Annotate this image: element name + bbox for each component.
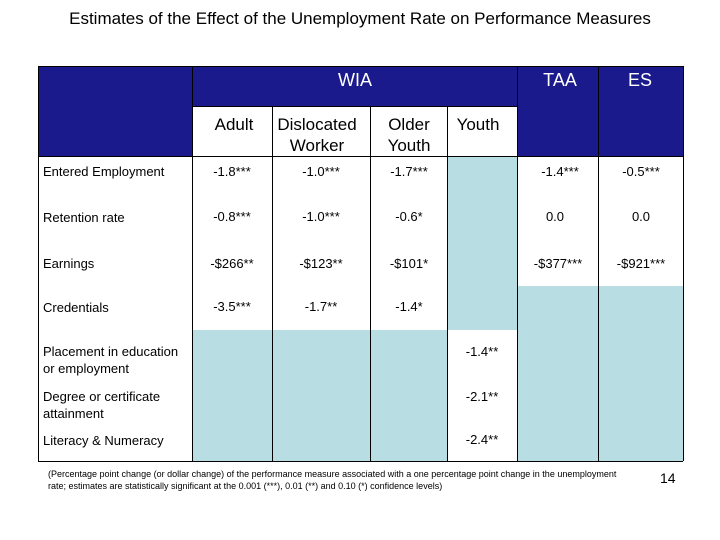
- taa-header: TAA: [543, 70, 577, 90]
- row-label-entered-employment: Entered Employment: [43, 164, 165, 179]
- col-header-adult: Adult: [214, 115, 254, 134]
- row-label-earnings: Earnings: [43, 256, 95, 271]
- col-header-youth: Youth: [456, 115, 500, 134]
- value-cell: -1.0***: [302, 164, 340, 179]
- value-cell: -1.7**: [304, 299, 338, 314]
- value-cell: -1.4*: [395, 299, 423, 314]
- wia-header: WIA: [338, 70, 372, 90]
- table-border-bottom: [38, 461, 683, 462]
- youth-empty-cells: [447, 156, 517, 330]
- taa-empty-credentials: [517, 286, 683, 330]
- value-cell: -$123**: [299, 256, 343, 271]
- row-label-literacy: Literacy & Numeracy: [43, 433, 164, 448]
- value-cell: 0.0: [545, 209, 565, 224]
- value-cell: -$101*: [389, 256, 429, 271]
- empty-youth-rows-right: [517, 330, 683, 461]
- value-cell: -3.5***: [213, 299, 251, 314]
- value-cell: -0.6*: [395, 209, 423, 224]
- header-taa-es-block: [517, 106, 683, 156]
- grid-line: [370, 106, 371, 461]
- value-cell: 0.0: [631, 209, 651, 224]
- es-header: ES: [627, 70, 652, 90]
- value-cell: -2.4**: [465, 432, 499, 447]
- value-cell: -1.8***: [213, 164, 251, 179]
- value-cell: -$921***: [616, 256, 666, 271]
- header-left-block: [38, 106, 192, 156]
- footnote: (Percentage point change (or dollar change) of the performance measure associated with a one percentage point change in the unemployment rate; estimates are statistically significant at the 0.001 (***), 0.01 (**) and 0.10 (*) confidence levels): [48, 469, 617, 491]
- row-label-retention-rate: Retention rate: [43, 210, 125, 225]
- value-cell: -1.4**: [465, 344, 499, 359]
- col-header-dislocated: Dislocated Worker: [277, 115, 357, 155]
- page-title: Estimates of the Effect of the Unemployment Rate on Performance Measures: [69, 9, 651, 28]
- value-cell: -$266**: [210, 256, 254, 271]
- empty-youth-rows-left: [192, 330, 447, 461]
- grid-line: [192, 106, 517, 107]
- page-number: 14: [660, 470, 676, 486]
- row-label-placement: Placement in education or employment: [43, 344, 179, 376]
- row-label-degree: Degree or certificate attainment: [43, 389, 161, 421]
- value-cell: -0.8***: [213, 209, 251, 224]
- grid-line: [38, 156, 683, 157]
- value-cell: -1.7***: [390, 164, 428, 179]
- table-border-top: [38, 66, 683, 67]
- row-label-credentials: Credentials: [43, 300, 109, 315]
- value-cell: -2.1**: [465, 389, 499, 404]
- value-cell: -$377***: [533, 256, 583, 271]
- grid-line: [447, 106, 448, 461]
- value-cell: -1.0***: [302, 209, 340, 224]
- grid-line: [272, 106, 273, 461]
- value-cell: -1.4***: [541, 164, 579, 179]
- table-border-left: [38, 66, 39, 461]
- col-header-older-youth: Older Youth: [387, 115, 431, 155]
- value-cell: -0.5***: [622, 164, 660, 179]
